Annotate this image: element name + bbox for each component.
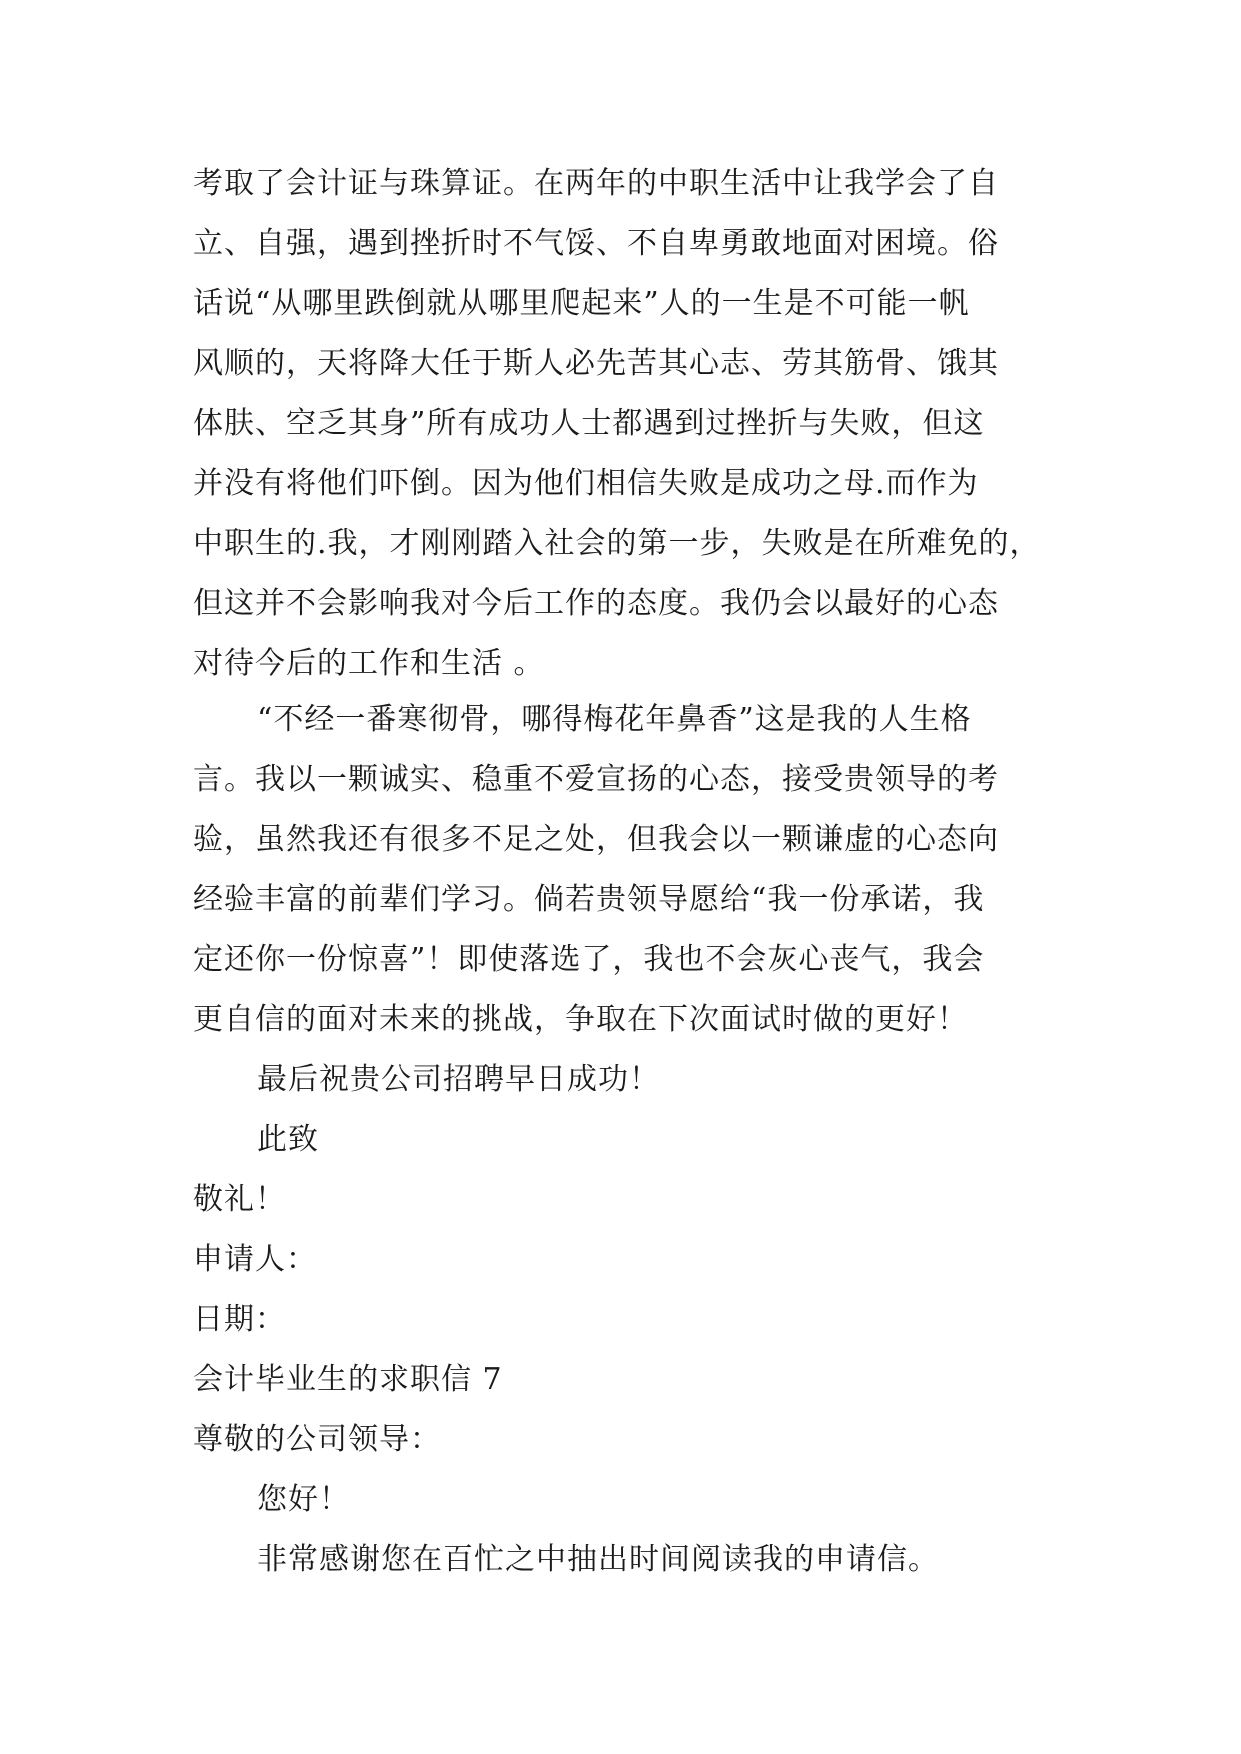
section-title: 会计毕业生的求职信 7 [193,1362,503,1397]
paragraph-line: 中职生的.我，才刚刚踏入社会的第一步，失败是在所难免的， [193,526,1041,561]
paragraph-line: 风顺的，天将降大任于斯人必先苦其心志、劳其筋骨、饿其 [193,346,999,381]
paragraph-line: 考取了会计证与珠算证。在两年的中职生活中让我学会了自 [193,166,999,201]
paragraph-line: 话说“从哪里跌倒就从哪里爬起来”人的一生是不可能一帆 [193,286,970,321]
paragraph-line: 经验丰富的前辈们学习。倘若贵领导愿给“我一份承诺，我 [193,882,985,917]
closing-wish: 最后祝贵公司招聘早日成功！ [257,1062,660,1097]
salutation: 尊敬的公司领导： [193,1422,441,1457]
closing-jingli: 敬礼！ [193,1182,286,1217]
paragraph-line: 但这并不会影响我对今后工作的态度。我仍会以最好的心态 [193,586,999,621]
date-label: 日期： [193,1302,286,1337]
opening-sentence: 非常感谢您在百忙之中抽出时间阅读我的申请信。 [257,1542,939,1577]
paragraph-line: 言。我以一颗诚实、稳重不爱宣扬的心态，接受贵领导的考 [193,762,999,797]
paragraph-line: 对待今后的工作和生活 。 [193,646,545,681]
body-section-2 [193,690,1073,1590]
paragraph-line: 立、自强，遇到挫折时不气馁、不自卑勇敢地面对困境。俗 [193,226,999,261]
paragraph-line: “不经一番寒彻骨，哪得梅花年鼻香”这是我的人生格 [257,702,972,737]
paragraph-line: 更自信的面对未来的挑战，争取在下次面试时做的更好！ [193,1002,968,1037]
paragraph-line: 并没有将他们吓倒。因为他们相信失败是成功之母.而作为 [193,466,979,501]
paragraph-line: 体肤、空乏其身”所有成功人士都遇到过挫折与失败，但这 [193,406,985,441]
closing-cizhi: 此致 [257,1122,319,1157]
greeting: 您好！ [257,1482,350,1517]
body-paragraph-1 [193,154,1073,694]
paragraph-line: 验，虽然我还有很多不足之处，但我会以一颗谦虚的心态向 [193,822,999,857]
applicant-label: 申请人： [193,1242,317,1277]
paragraph-line: 定还你一份惊喜”！即使落选了，我也不会灰心丧气，我会 [193,942,985,977]
